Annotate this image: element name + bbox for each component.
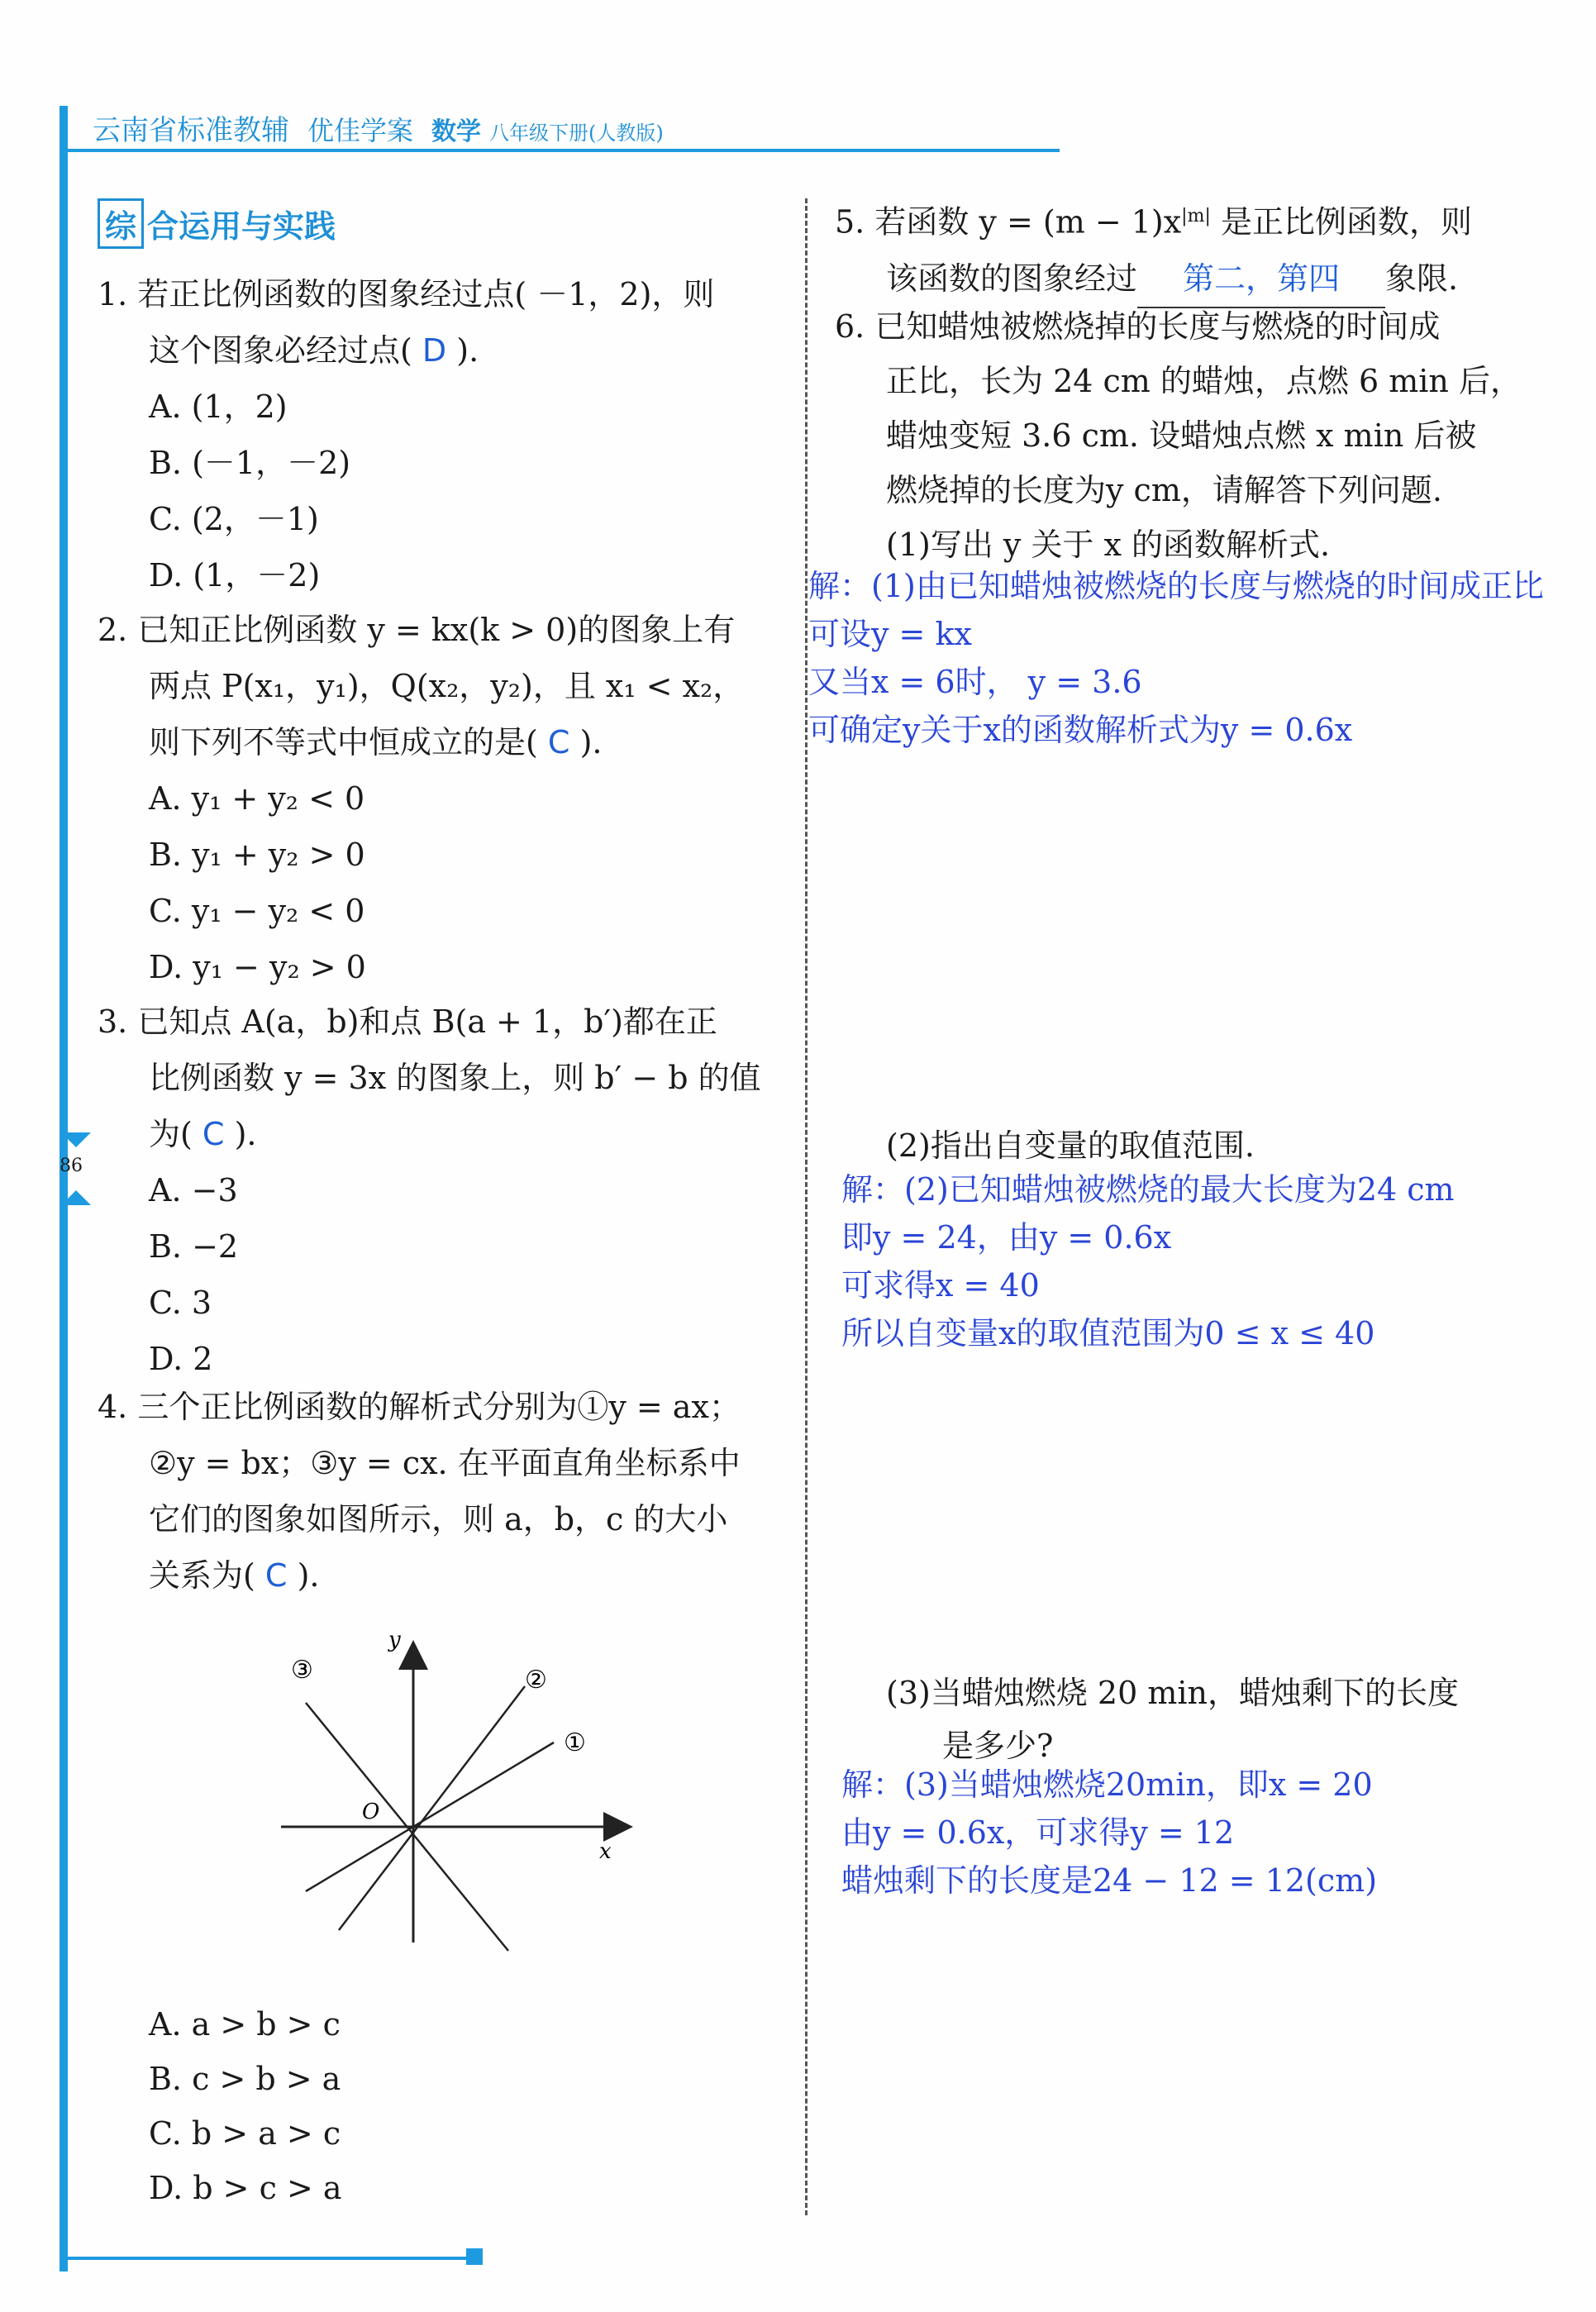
option: D. y₁ − y₂ > 0 xyxy=(149,949,366,985)
page-number: 86 xyxy=(60,1156,83,1176)
header-rule xyxy=(60,149,1060,152)
line-1 xyxy=(306,1742,554,1891)
page-marker-bottom xyxy=(61,1190,91,1205)
section-title xyxy=(98,198,336,249)
part-3-prompt: (3)当蜡烛燃烧 20 min，蜡烛剩下的长度 是多少? xyxy=(886,1675,1460,1764)
x-axis-label: x xyxy=(599,1839,612,1864)
option: D. (1，－2) xyxy=(149,557,321,593)
question-2: 2. 已知正比例函数 y = kx(k > 0)的图象上有 两点 P(x₁，y₁)，Q(x₂，y₂)，且 x₁ < x₂， 则下列不等式中恒成立的是( C ). A. y₁ + y₂ < 0 B. y₁ + y₂ > 0 C. y₁ − y₂ < 0 D. y₁ − y₂ > 0 xyxy=(98,602,744,995)
option: A. −3 xyxy=(149,1172,238,1208)
option: C. (2，－1) xyxy=(149,501,319,537)
option: D. 2 xyxy=(149,1341,213,1377)
series-title: 云南省标准教辅 xyxy=(93,114,289,147)
answer-3: C xyxy=(202,1116,225,1152)
option: B. (－1，－2) xyxy=(149,445,351,481)
question-6: 6. 已知蜡烛被燃烧掉的长度与燃烧的时间成 正比，长为 24 cm 的蜡烛，点燃 6 min 后， 蜡烛变短 3.6 cm. 设蜡烛点燃 x min 后被 燃烧掉的长度为y cm，请解答下列问题. (1)写出 y 关于 x 的函数解析式. xyxy=(835,299,1522,572)
function-graph xyxy=(273,1628,645,1959)
section-title-box: 综 xyxy=(98,198,144,249)
line-3-label: ③ xyxy=(291,1656,313,1685)
subject-label: 数学 xyxy=(431,117,482,146)
footer-square xyxy=(466,2248,483,2265)
question-4: 4. 三个正比例函数的解析式分别为①y = ax； ②y = bx；③y = cx. 在平面直角坐标系中 它们的图象如图所示，则 a，b，c 的大小 关系为( C ). xyxy=(98,1389,741,1594)
footer-rule xyxy=(60,2257,473,2260)
option: C. 3 xyxy=(149,1285,212,1321)
option: A. a > b > c xyxy=(149,2006,341,2043)
question-4-options xyxy=(149,1997,342,2215)
running-header xyxy=(93,107,664,148)
section-title-rest: 合运用与实践 xyxy=(147,208,336,245)
origin-label: O xyxy=(362,1800,380,1824)
option: C. b > a > c xyxy=(149,2115,341,2152)
option: A. (1，2) xyxy=(149,389,288,425)
question-5: 5. 若函数 $y = (m - 1)x^{|m|}$ 是正比例函数，则 该函数的图象经过 第二，第四 象限. xyxy=(835,188,1472,308)
solution-3: 解：(3)当蜡烛燃烧20min，即x = 20 由y = 0.6x，可求得y = 12 蜡烛剩下的长度是24 − 12 = 12(cm) xyxy=(841,1766,1378,1899)
line-2-label: ② xyxy=(525,1666,547,1695)
option: B. c > b > a xyxy=(149,2061,341,2097)
question-3: 3. 已知点 A(a，b)和点 B(a + 1，b′)都在正 比例函数 y = 3x 的图象上，则 b′ − b 的值 为( C ). A. −3 B. −2 C. 3 D. 2 xyxy=(98,994,761,1387)
grade-label: 八年级下册(人教版) xyxy=(489,122,664,145)
solution-2: 解：(2)已知蜡烛被燃烧的最大长度为24 cm 即y = 24，由y = 0.6x 可求得x = 40 所以自变量x的取值范围为0 ≤ x ≤ 40 xyxy=(841,1171,1455,1351)
answer-4: C xyxy=(264,1557,288,1594)
part-2-prompt: (2)指出自变量的取值范围. xyxy=(886,1127,1255,1164)
column-divider xyxy=(805,198,808,2215)
answer-2: C xyxy=(547,724,570,760)
option: A. y₁ + y₂ < 0 xyxy=(149,780,365,817)
answer-5-blank: 第二，第四 xyxy=(1137,250,1385,308)
option: C. y₁ − y₂ < 0 xyxy=(149,893,365,929)
part-1-prompt: (1)写出 y 关于 x 的函数解析式. xyxy=(886,527,1331,563)
question-1: 1. 若正比例函数的图象经过点( －1，2)，则 这个图象必经过点( D ). A. (1，2) B. (－1，－2) C. (2，－1) D. (1，－2) xyxy=(98,266,714,603)
series-subtitle: 优佳学案 xyxy=(307,115,414,146)
answer-1: D xyxy=(422,332,447,369)
page-marker-top xyxy=(61,1132,91,1147)
option: B. −2 xyxy=(149,1228,239,1265)
line-1-label: ① xyxy=(564,1728,586,1757)
y-axis-label: y xyxy=(388,1628,401,1652)
left-accent-bar xyxy=(60,106,68,2271)
option: D. b > c > a xyxy=(149,2170,342,2206)
option: B. y₁ + y₂ > 0 xyxy=(149,837,365,873)
solution-1: 解：(1)由已知蜡烛被燃烧的长度与燃烧的时间成正比 可设y = kx 又当x = 6时， y = 3.6 可确定y关于x的函数解析式为y = 0.6x xyxy=(808,568,1544,748)
